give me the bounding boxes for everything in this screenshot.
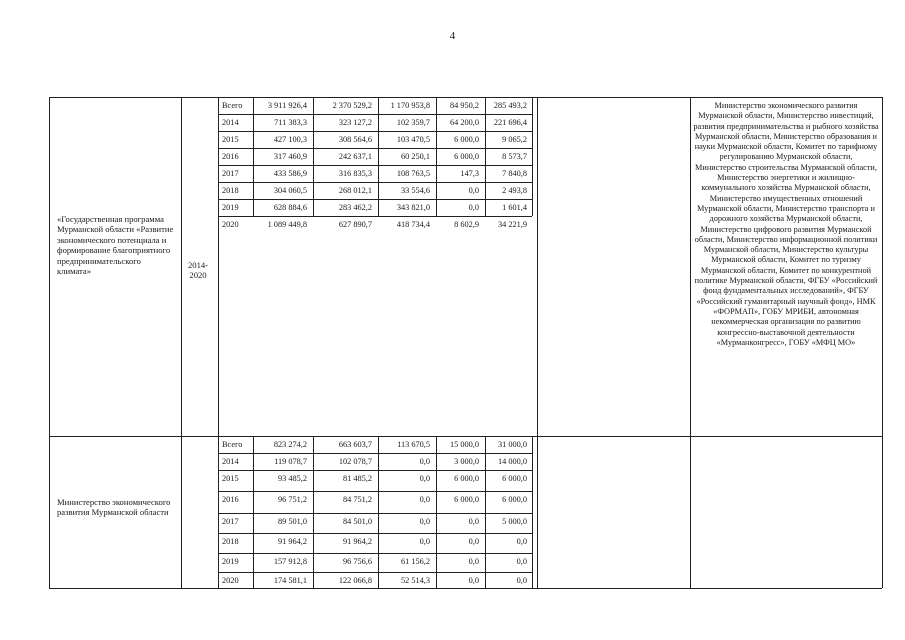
- program-row-value-3: 1 170 953,8: [390, 101, 430, 110]
- ministry-row-value-4: 0,0: [468, 576, 479, 585]
- program-row-value-3: 343 821,0: [396, 203, 430, 212]
- program-row-year: 2017: [222, 169, 239, 178]
- ministry-row-year: 2015: [222, 474, 239, 483]
- ministry-row-value-2: 81 485,2: [342, 474, 372, 483]
- ministry-row-year: 2018: [222, 537, 239, 546]
- ministry-row-value-2: 84 751,2: [342, 495, 372, 504]
- ministry-row-value-1: 119 078,7: [274, 457, 307, 466]
- program-row-value-2: 316 835,3: [338, 169, 372, 178]
- table-rule: [218, 182, 532, 183]
- table-rule: [253, 436, 254, 588]
- program-name: «Государственная программа Мурманской области «Развитие экономического потенциала и формирование благоприятного предпринимательского климата»: [57, 214, 174, 277]
- program-row-year: 2019: [222, 203, 239, 212]
- table-rule: [537, 97, 538, 588]
- table-rule: [436, 436, 437, 588]
- ministry-row-value-2: 663 603,7: [338, 440, 372, 449]
- ministry-row-value-3: 113 670,5: [397, 440, 430, 449]
- ministry-row-value-3: 0,0: [419, 457, 430, 466]
- program-row-value-5: 221 696,4: [493, 118, 527, 127]
- ministry-row-value-2: 84 501,0: [342, 517, 372, 526]
- program-row-value-1: 711 383,3: [274, 118, 307, 127]
- ministry-row-value-1: 89 501,0: [277, 517, 307, 526]
- program-row-value-2: 308 564,6: [338, 135, 372, 144]
- program-row-value-5: 285 493,2: [493, 101, 527, 110]
- program-row-value-3: 103 470,5: [396, 135, 430, 144]
- program-row-value-3: 418 734,4: [396, 220, 430, 229]
- program-row-value-5: 1 601,4: [502, 203, 527, 212]
- program-row-value-5: 9 065,2: [502, 135, 527, 144]
- program-row-value-4: 64 200,0: [449, 118, 479, 127]
- ministry-row-value-2: 91 964,2: [342, 537, 372, 546]
- program-row-value-2: 283 462,2: [338, 203, 372, 212]
- table-rule: [218, 588, 532, 589]
- program-row-value-2: 323 127,2: [338, 118, 372, 127]
- program-row-value-3: 102 359,7: [396, 118, 430, 127]
- program-row-value-2: 268 012,1: [338, 186, 372, 195]
- program-row-value-5: 7 840,8: [502, 169, 527, 178]
- program-row-value-2: 2 370 529,2: [332, 101, 372, 110]
- program-row-value-1: 628 884,6: [273, 203, 307, 212]
- table-rule: [218, 491, 532, 492]
- ministry-row-value-4: 6 000,0: [454, 474, 479, 483]
- program-row-value-1: 427 100,3: [273, 135, 307, 144]
- program-row-value-1: 304 060,5: [273, 186, 307, 195]
- ministry-row-value-1: 174 581,1: [273, 576, 307, 585]
- ministry-row-value-5: 14 000,0: [497, 457, 527, 466]
- program-row-value-4: 6 000,0: [454, 135, 479, 144]
- ministry-row-value-3: 0,0: [419, 474, 430, 483]
- ministry-row-value-1: 823 274,2: [273, 440, 307, 449]
- table-rule: [218, 513, 532, 514]
- program-row-value-5: 2 493,8: [502, 186, 527, 195]
- ministry-row-year: 2020: [222, 576, 239, 585]
- ministry-name: Министерство экономического развития Мурманской области: [57, 497, 171, 518]
- ministry-row-value-1: 91 964,2: [277, 537, 307, 546]
- ministry-row-value-4: 0,0: [468, 537, 479, 546]
- program-row-value-4: 0,0: [468, 203, 479, 212]
- program-row-value-4: 84 950,2: [449, 101, 479, 110]
- ministry-row-value-4: 0,0: [468, 517, 479, 526]
- table-rule: [218, 533, 532, 534]
- ministry-row-value-2: 102 078,7: [338, 457, 372, 466]
- table-rule: [218, 453, 532, 454]
- ministry-row-value-5: 6 000,0: [502, 474, 527, 483]
- ministry-row-year: Всего: [222, 440, 243, 449]
- program-row-value-4: 0,0: [468, 186, 479, 195]
- table-rule: [49, 97, 50, 588]
- table-rule: [882, 97, 883, 588]
- program-row-value-4: 6 000,0: [454, 152, 479, 161]
- program-row-value-1: 317 460,9: [273, 152, 307, 161]
- program-row-value-2: 627 890,7: [338, 220, 372, 229]
- ministry-row-year: 2014: [222, 457, 239, 466]
- program-row-year: Всего: [222, 101, 243, 110]
- ministry-row-year: 2019: [222, 557, 239, 566]
- ministry-row-value-5: 31 000,0: [497, 440, 527, 449]
- program-row-value-4: 8 602,9: [454, 220, 479, 229]
- program-row-value-5: 8 573,7: [502, 152, 527, 161]
- ministry-row-value-5: 0,0: [516, 557, 527, 566]
- program-row-year: 2018: [222, 186, 239, 195]
- ministry-row-value-4: 15 000,0: [449, 440, 479, 449]
- ministry-row-value-2: 122 066,8: [338, 576, 372, 585]
- program-period: 2014-2020: [187, 260, 209, 281]
- table-rule: [218, 165, 532, 166]
- executors-list: Министерство экономического развития Мурманской области, Министерство инвестиций, развития предпринимательства и рыбного хозяйства Мурманской области, Министерство образования и науки Мурманской области, Комитет по тарифному регулированию Мурманской области, Министерство строительства Мурманской области, Министерство энергетики и жилищно-коммунального хозяйства Мурманской области, Министерство имущественных отношений Мурманской области, Министерство транспорта и дорожного хозяйства Мурманской области, Министерство цифрового развития Мурманской области, Министерство информационной политики Мурманской области, Министерство культуры Мурманской области, Комитет по туризму Мурманской области, Комитет по конкурентной политике Мурманской области, ФГБУ «Российский фонд фундаментальных исследований», ФГБУ «Российский гуманитарный научный фонд», НМК «ФОРМАП», ГОБУ МРИБИ, автономная некоммерческая организация по развитию конгрессно-выставочной деятельности «Мурманконгресс», ГОБУ «МФЦ МО»: [693, 101, 879, 347]
- program-row-value-3: 108 763,5: [396, 169, 430, 178]
- table-rule: [218, 148, 532, 149]
- program-row-value-1: 433 586,9: [273, 169, 307, 178]
- ministry-row-value-5: 0,0: [516, 537, 527, 546]
- table-rule: [218, 470, 532, 471]
- ministry-row-value-5: 6 000,0: [502, 495, 527, 504]
- ministry-row-value-3: 0,0: [419, 495, 430, 504]
- program-row-year: 2014: [222, 118, 239, 127]
- program-row-year: 2020: [222, 220, 239, 229]
- table-rule: [218, 97, 219, 588]
- table-rule: [218, 553, 532, 554]
- table-rule: [218, 199, 532, 200]
- ministry-row-value-4: 6 000,0: [454, 495, 479, 504]
- ministry-row-value-4: 0,0: [468, 557, 479, 566]
- ministry-row-year: 2017: [222, 517, 239, 526]
- program-row-year: 2015: [222, 135, 239, 144]
- ministry-row-value-5: 0,0: [516, 576, 527, 585]
- table-rule: [690, 97, 691, 588]
- table-rule: [218, 436, 532, 437]
- table-rule: [532, 436, 533, 588]
- program-row-year: 2016: [222, 152, 239, 161]
- table-rule: [313, 436, 314, 588]
- ministry-row-year: 2016: [222, 495, 239, 504]
- table-rule: [218, 131, 532, 132]
- program-row-value-1: 1 089 449,8: [267, 220, 307, 229]
- program-row-value-5: 34 221,9: [497, 220, 527, 229]
- program-row-value-3: 33 554,6: [400, 186, 430, 195]
- ministry-row-value-3: 0,0: [419, 517, 430, 526]
- table-rule: [218, 216, 532, 217]
- program-row-value-1: 3 911 926,4: [267, 101, 307, 110]
- ministry-row-value-1: 96 751,2: [277, 495, 307, 504]
- program-row-value-2: 242 637,1: [338, 152, 372, 161]
- ministry-row-value-2: 96 756,6: [342, 557, 372, 566]
- program-row-value-4: 147,3: [460, 169, 479, 178]
- program-row-value-3: 60 250,1: [400, 152, 430, 161]
- table-rule: [218, 114, 532, 115]
- ministry-row-value-3: 61 156,2: [400, 557, 430, 566]
- ministry-row-value-3: 0,0: [419, 537, 430, 546]
- ministry-row-value-1: 93 485,2: [277, 474, 307, 483]
- ministry-row-value-5: 5 000,0: [502, 517, 527, 526]
- ministry-row-value-1: 157 912,8: [273, 557, 307, 566]
- table-rule: [218, 97, 532, 98]
- table-rule: [378, 436, 379, 588]
- page-number: 4: [449, 30, 456, 42]
- ministry-row-value-4: 3 000,0: [454, 457, 479, 466]
- ministry-row-value-3: 52 514,3: [400, 576, 430, 585]
- table-rule: [532, 97, 533, 216]
- table-rule: [485, 436, 486, 588]
- table-rule: [218, 572, 532, 573]
